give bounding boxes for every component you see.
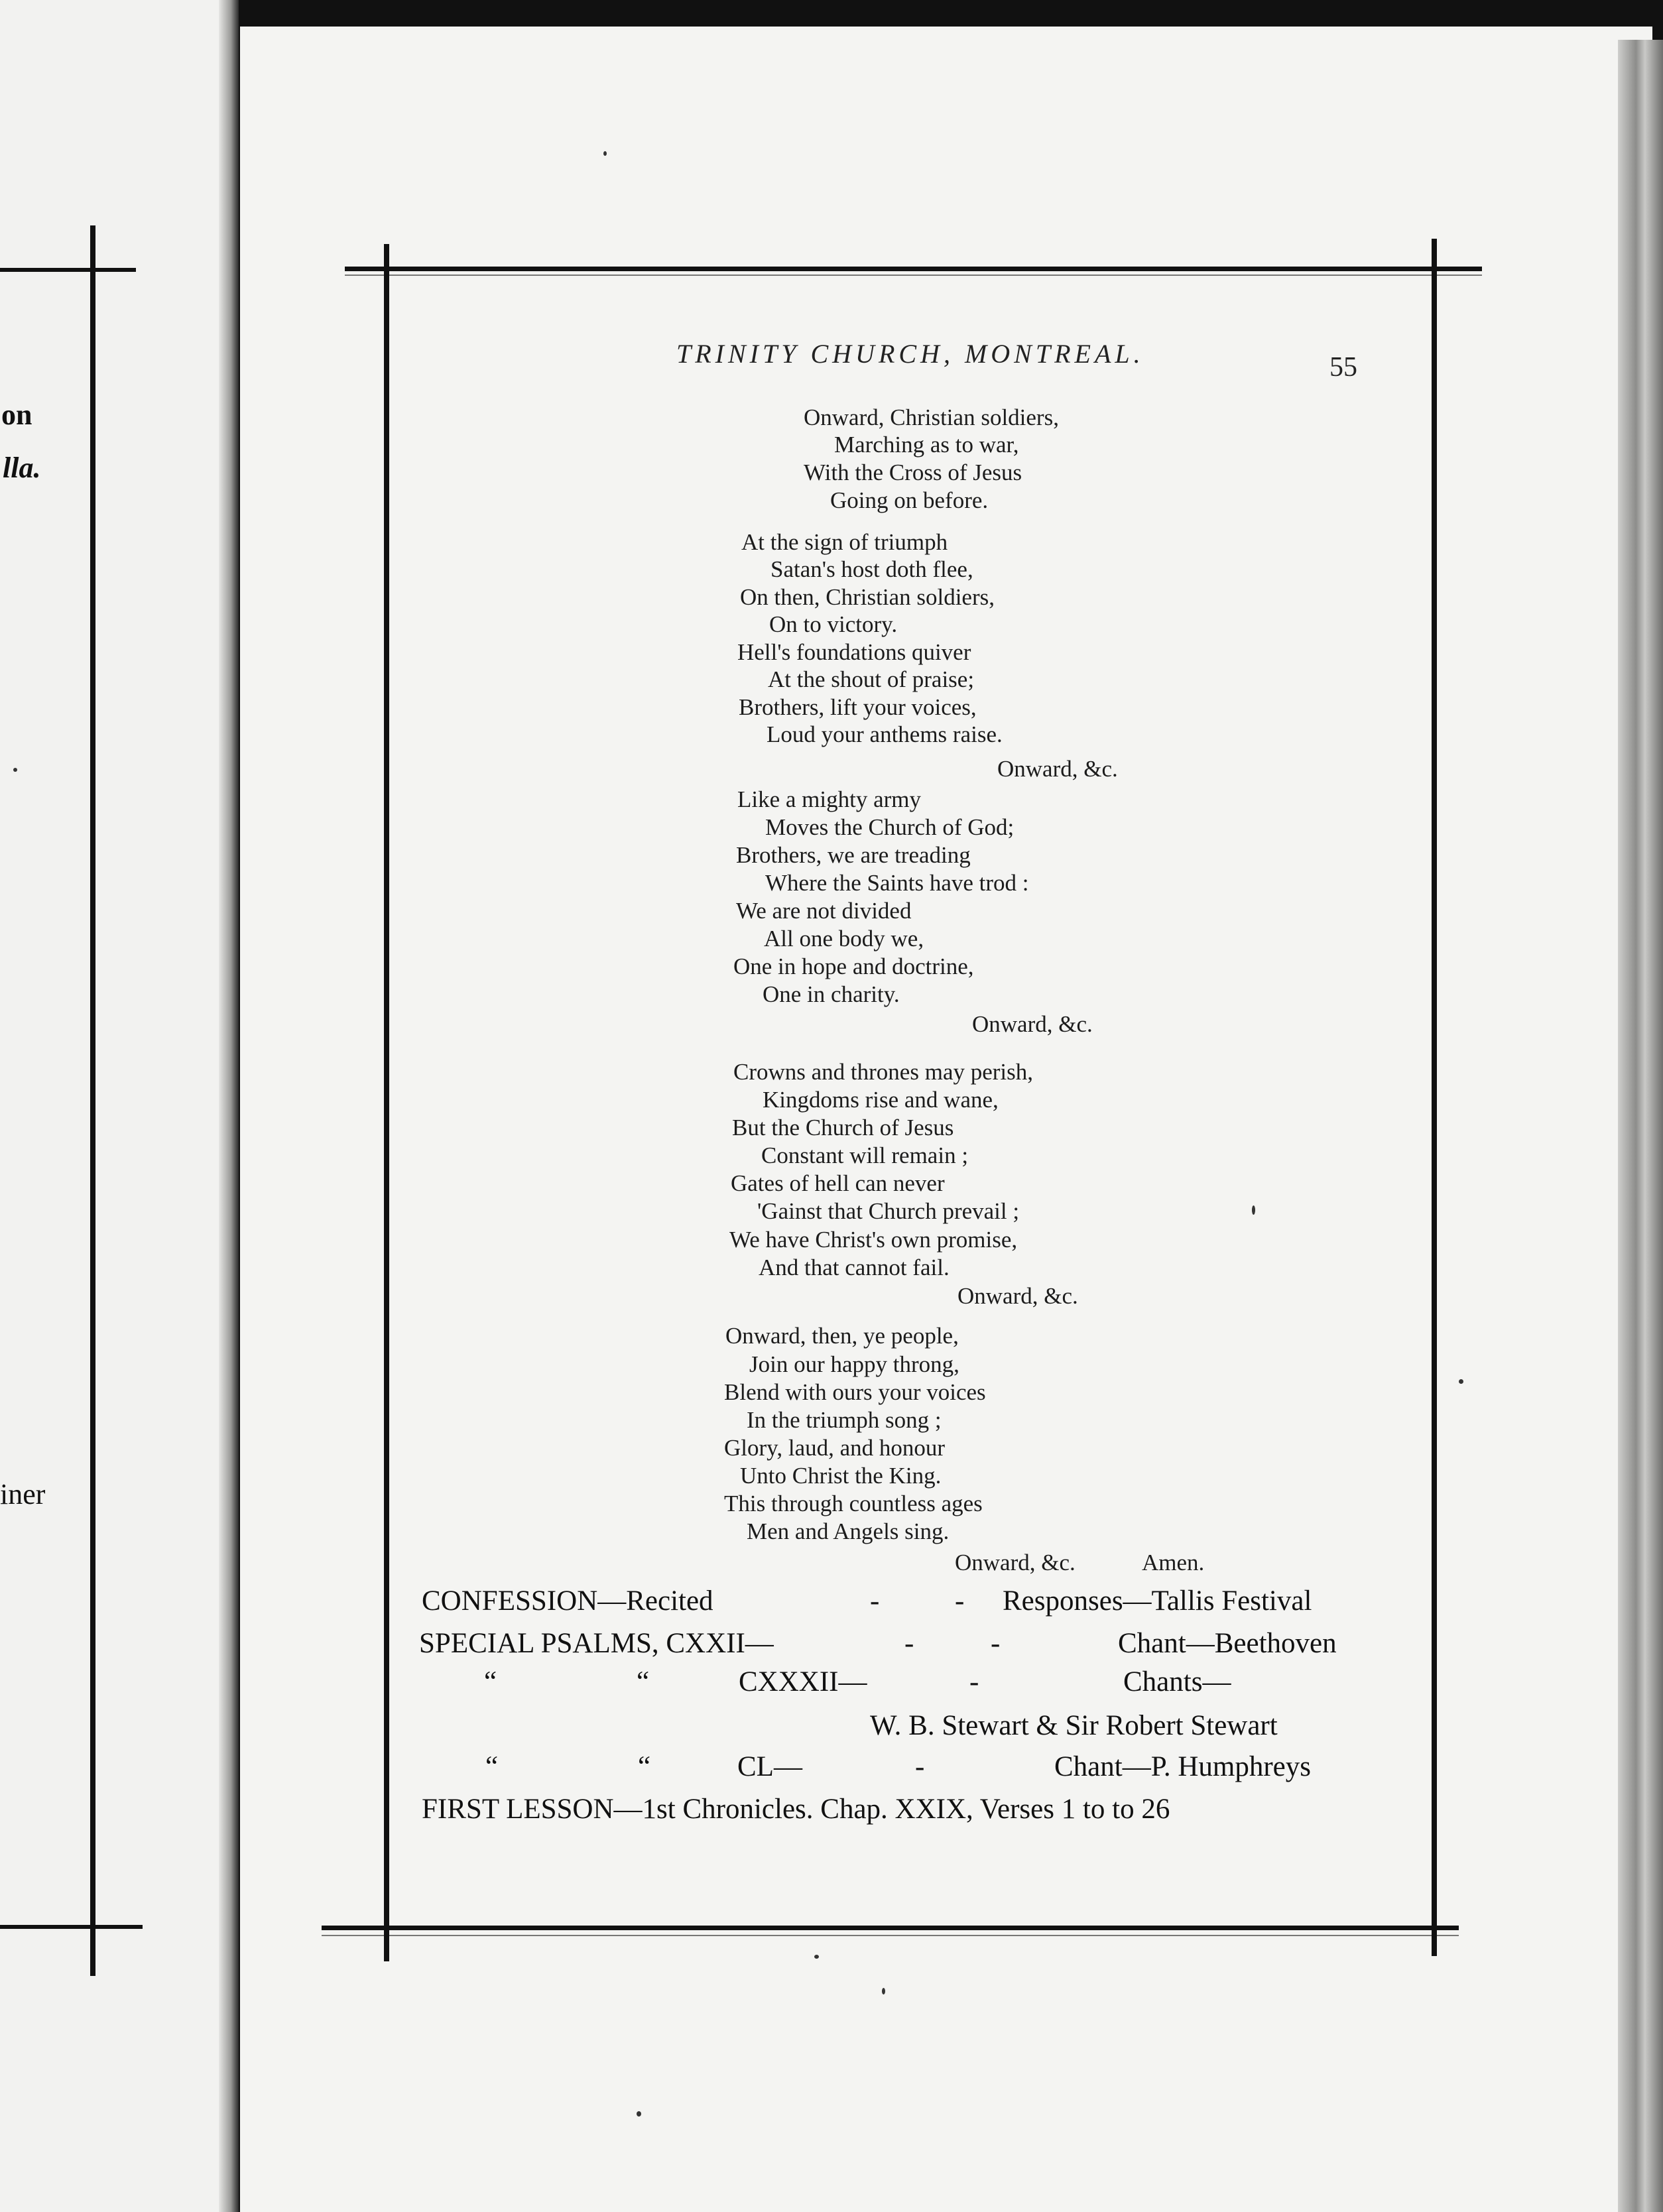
left-page-bottom-rule xyxy=(0,1925,143,1929)
verse-line: Crowns and thrones may perish, xyxy=(733,1059,1034,1085)
verse-line: We are not divided xyxy=(736,898,912,924)
first-lesson: FIRST LESSON—1st Chronicles. Chap. XXIX, Verses 1 to to 26 xyxy=(422,1794,1170,1825)
leader-dash: - xyxy=(969,1666,979,1697)
verse-line: And that cannot fail. xyxy=(759,1255,950,1280)
page-number: 55 xyxy=(1329,352,1357,383)
book-gutter xyxy=(219,0,239,2212)
verse-line: Brothers, we are treading xyxy=(736,842,971,868)
refrain-line: Onward, &c. xyxy=(972,1011,1093,1037)
page-edge xyxy=(1618,40,1663,2212)
psalm-chant-credit: W. B. Stewart & Sir Robert Stewart xyxy=(870,1710,1278,1741)
verse-line: But the Church of Jesus xyxy=(732,1115,954,1140)
psalm-number: CL— xyxy=(737,1751,802,1782)
psalm-chant: Chants— xyxy=(1123,1666,1231,1697)
chorus-line: Marching as to war, xyxy=(834,432,1019,458)
verse-line: Like a mighty army xyxy=(737,786,922,812)
verse-line: Satan's host doth flee, xyxy=(770,556,973,582)
left-page-fragment: iner xyxy=(0,1478,46,1510)
verse-line: One in charity. xyxy=(763,981,900,1007)
right-vertical-rule xyxy=(1432,239,1437,1956)
special-psalms-label: SPECIAL PSALMS, CXXII— xyxy=(419,1628,774,1659)
verse-line: Brothers, lift your voices, xyxy=(739,694,977,720)
verse-line: Hell's foundations quiver xyxy=(737,639,971,665)
verse-line: Constant will remain ; xyxy=(761,1142,969,1168)
verse-line: Men and Angels sing. xyxy=(747,1518,950,1544)
verse-line: Glory, laud, and honour xyxy=(724,1435,946,1461)
scan-speck xyxy=(13,768,17,772)
verse-line: One in hope and doctrine, xyxy=(733,953,974,979)
top-rule-inner xyxy=(345,275,1482,276)
running-header: TRINITY CHURCH, MONTREAL. xyxy=(676,339,1144,369)
verse-line: This through countless ages xyxy=(724,1491,983,1516)
scan-speck xyxy=(1252,1205,1255,1215)
ditto-mark: “ xyxy=(637,1666,650,1697)
verse-line: Gates of hell can never xyxy=(731,1170,945,1196)
verse-line: At the sign of triumph xyxy=(741,529,948,555)
verse-line: 'Gainst that Church prevail ; xyxy=(757,1198,1020,1224)
chorus-line: Going on before. xyxy=(830,487,989,513)
verse-line: Kingdoms rise and wane, xyxy=(763,1087,999,1113)
left-page-vertical-rule xyxy=(90,225,95,1976)
left-page-fragment: lla. xyxy=(3,452,41,484)
psalm-chant: Chant—P. Humphreys xyxy=(1054,1751,1311,1782)
leader-dash: - xyxy=(991,1628,1001,1659)
verse-line: On then, Christian soldiers, xyxy=(740,584,995,610)
verse-line: Join our happy throng, xyxy=(749,1351,959,1377)
leader-dash: - xyxy=(915,1751,925,1782)
verse-line: All one body we, xyxy=(764,926,924,952)
scan-speck xyxy=(882,1988,885,1995)
confession-label: CONFESSION—Recited xyxy=(422,1585,713,1617)
scan-speck xyxy=(1459,1379,1463,1384)
bottom-rule xyxy=(322,1926,1459,1930)
verse-line: On to victory. xyxy=(769,611,898,637)
scan-speck xyxy=(603,151,607,156)
left-page-fragment: on xyxy=(1,399,32,431)
ditto-mark: “ xyxy=(638,1751,651,1782)
refrain-line: Onward, &c. xyxy=(997,756,1118,782)
leader-dash: - xyxy=(955,1585,965,1617)
ditto-mark: “ xyxy=(484,1666,497,1697)
psalm-number: CXXXII— xyxy=(739,1666,867,1697)
verse-line: We have Christ's own promise, xyxy=(729,1227,1018,1253)
left-vertical-rule xyxy=(384,244,389,1961)
refrain-line: Onward, &c. xyxy=(957,1283,1078,1309)
leader-dash: - xyxy=(870,1585,880,1617)
scan-speck xyxy=(637,2111,641,2117)
verse-line: Onward, then, ye people, xyxy=(725,1323,959,1349)
left-page-top-rule xyxy=(0,268,136,272)
verse-line: Moves the Church of God; xyxy=(765,814,1015,840)
verse-line: Where the Saints have trod : xyxy=(765,870,1029,896)
left-facing-page xyxy=(0,0,229,2212)
refrain-line: Onward, &c. xyxy=(955,1550,1076,1575)
verse-line: At the shout of praise; xyxy=(768,666,975,692)
scan-speck xyxy=(814,1955,819,1959)
psalm-chant: Chant—Beethoven xyxy=(1118,1628,1337,1659)
bottom-rule-inner xyxy=(322,1935,1459,1936)
chorus-line: Onward, Christian soldiers, xyxy=(804,404,1059,430)
chorus-line: With the Cross of Jesus xyxy=(804,460,1022,485)
ditto-mark: “ xyxy=(485,1751,499,1782)
verse-line: Loud your anthems raise. xyxy=(767,721,1003,747)
verse-line: Blend with ours your voices xyxy=(724,1379,986,1405)
leader-dash: - xyxy=(904,1628,914,1659)
verse-line: In the triumph song ; xyxy=(747,1407,942,1433)
verse-line: Unto Christ the King. xyxy=(740,1463,942,1489)
amen-text: Amen. xyxy=(1142,1550,1205,1575)
confession-responses: Responses—Tallis Festival xyxy=(1003,1585,1312,1617)
top-rule xyxy=(345,267,1482,271)
